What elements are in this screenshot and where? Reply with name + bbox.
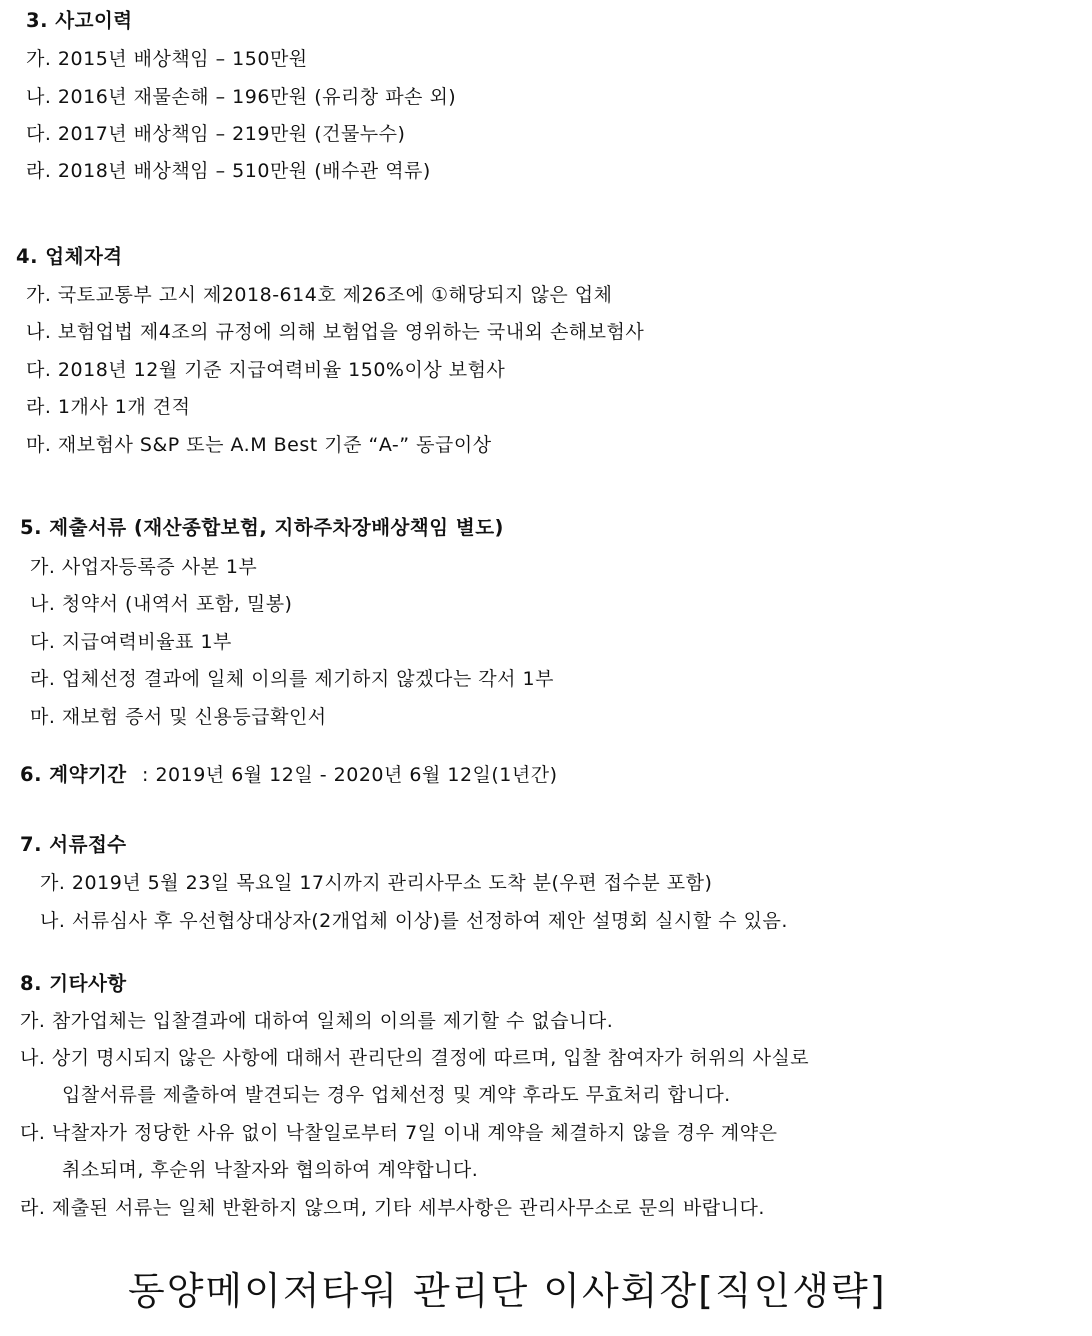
documents-item: 라. 업체선정 결과에 일체 이의를 제기하지 않겠다는 각서 1부 — [30, 668, 554, 690]
qualification-item: 나. 보험업법 제4조의 규정에 의해 보험업을 영위하는 국내외 손해보험사 — [26, 321, 645, 343]
section-etc-heading: 8. 기타사항 — [20, 972, 127, 995]
accident-item: 나. 2016년 재물손해 – 196만원 (유리창 파손 외) — [26, 86, 457, 108]
qualification-item: 다. 2018년 12월 기준 지급여력비율 150%이상 보험사 — [26, 359, 506, 381]
qualification-item: 가. 국토교통부 고시 제2018-614호 제26조에 ①해당되지 않은 업체 — [26, 284, 613, 306]
contract-period: : 2019년 6월 12일 - 2020년 6월 12일(1년간) — [142, 764, 558, 786]
section-contract-heading: 6. 계약기간 — [20, 763, 127, 786]
documents-item: 가. 사업자등록증 사본 1부 — [30, 556, 258, 578]
accident-item: 라. 2018년 배상책임 – 510만원 (배수관 역류) — [26, 160, 431, 182]
qualification-item: 라. 1개사 1개 견적 — [26, 396, 191, 418]
etc-item: 라. 제출된 서류는 일체 반환하지 않으며, 기타 세부사항은 관리사무소로 문의 바랍니다. — [20, 1197, 765, 1219]
etc-item: 가. 참가업체는 입찰결과에 대하여 일체의 이의를 제기할 수 없습니다. — [20, 1010, 614, 1032]
issuer-signature: 동양메이저타워 관리단 이사회장[직인생략] — [128, 1269, 887, 1313]
submission-item: 가. 2019년 5월 23일 목요일 17시까지 관리사무소 도착 분(우편 접수분 포함) — [40, 872, 713, 894]
section-accident-heading: 3. 사고이력 — [26, 9, 133, 32]
section-submission-heading: 7. 서류접수 — [20, 833, 127, 856]
documents-item: 마. 재보험 증서 및 신용등급확인서 — [30, 706, 327, 728]
etc-item-continued: 입찰서류를 제출하여 발견되는 경우 업체선정 및 계약 후라도 무효처리 합니다. — [62, 1084, 731, 1106]
documents-item: 나. 청약서 (내역서 포함, 밀봉) — [30, 593, 293, 615]
qualification-item: 마. 재보험사 S&P 또는 A.M Best 기준 “A-” 동급이상 — [26, 434, 492, 456]
section-qualification-heading: 4. 업체자격 — [16, 245, 123, 268]
accident-item: 가. 2015년 배상책임 – 150만원 — [26, 48, 308, 70]
section-documents-heading: 5. 제출서류 (재산종합보험, 지하주차장배상책임 별도) — [20, 516, 504, 539]
etc-item: 다. 낙찰자가 정당한 사유 없이 낙찰일로부터 7일 이내 계약을 체결하지 않을 경우 계약은 — [20, 1122, 778, 1144]
etc-item-continued: 취소되며, 후순위 낙찰자와 협의하여 계약합니다. — [62, 1159, 479, 1181]
submission-item: 나. 서류심사 후 우선협상대상자(2개업체 이상)를 선정하여 제안 설명회 실시할 수 있음. — [40, 910, 788, 932]
etc-item: 나. 상기 명시되지 않은 사항에 대해서 관리단의 결정에 따르며, 입찰 참여자가 허위의 사실로 — [20, 1047, 810, 1069]
documents-item: 다. 지급여력비율표 1부 — [30, 631, 232, 653]
accident-item: 다. 2017년 배상책임 – 219만원 (건물누수) — [26, 123, 406, 145]
